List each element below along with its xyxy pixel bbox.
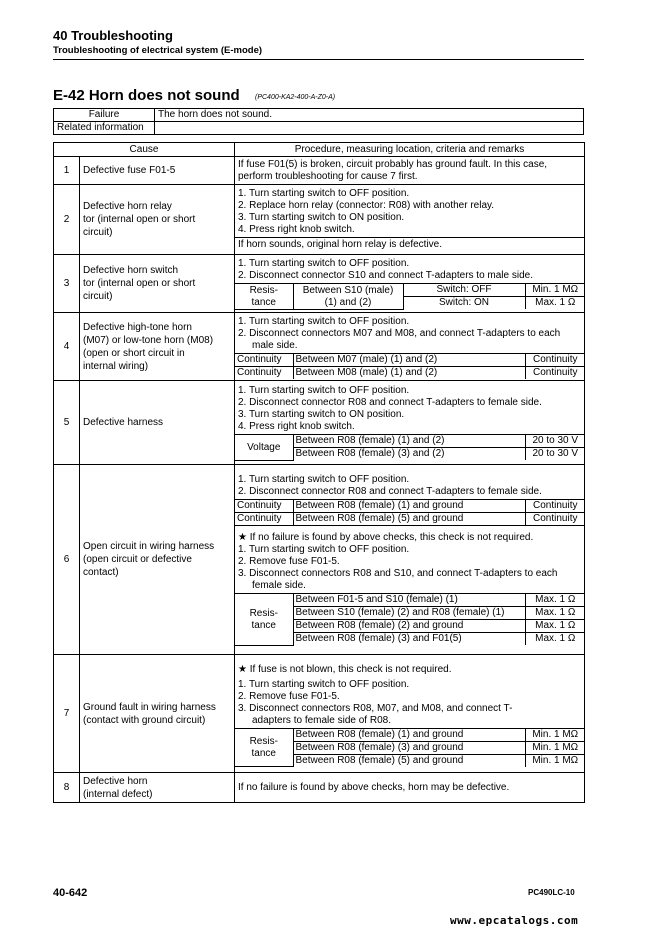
cause-line: circuit) [83, 227, 113, 238]
procedure-text: If no failure is found by above checks, horn may be defective. [238, 781, 510, 793]
procedure-cell [235, 185, 585, 255]
table-row [54, 157, 585, 185]
cause-cell [80, 773, 235, 803]
measure-value: Max. 1 Ω [525, 594, 585, 607]
cause-cell: Defective harness [80, 381, 235, 465]
step: 3. Disconnect connectors R08, M07, and M08, and connect T-adapters to female side of R08. [238, 702, 513, 726]
cause-line: Open circuit in wiring harness [83, 541, 215, 552]
cause-cell [80, 655, 235, 773]
step: 1. Turn starting switch to OFF position. [238, 544, 410, 556]
cause-line: Defective high-tone horn [83, 321, 192, 333]
step: 2. Disconnect connector R08 and connect T-adapters to female side. [238, 486, 542, 498]
table-row [54, 185, 585, 255]
cause-line: Ground fault in wiring harness [83, 701, 216, 713]
step: 1. Turn starting switch to OFF position. [238, 188, 410, 199]
measure-value: Min. 1 MΩ [525, 284, 585, 297]
measure-location: Between R08 (female) (1) and ground [293, 500, 525, 513]
procedure-cell [235, 773, 585, 803]
step: 2. Disconnect connectors M07 and M08, and connect T-adapters to each male side. [238, 327, 561, 351]
measure-value: Min. 1 MΩ [525, 741, 585, 754]
measure-location: Between R08 (female) (5) and ground [293, 513, 525, 526]
table-header-row [54, 143, 585, 157]
measure-location: Between R08 (female) (3) and F01(5) [293, 633, 525, 646]
measurement-table [235, 499, 585, 525]
measure-value: Continuity [525, 366, 585, 379]
measure-value: Continuity [525, 353, 585, 366]
measure-location: Between R08 (female) (2) and ground [293, 620, 525, 633]
table-row [54, 465, 585, 655]
step: 4. Press right knob switch. [238, 224, 355, 235]
step: 1. Turn starting switch to OFF position. [238, 315, 410, 327]
note-text: ★ If fuse is not blown, this check is not required. [238, 663, 452, 675]
cause-cell [80, 255, 235, 313]
measure-location: Between S10 (male) (1) and (2) [293, 284, 403, 310]
cause-line: (open or short circuit in [83, 347, 185, 359]
measure-label: Continuity [235, 366, 293, 379]
measure-value: Continuity [525, 500, 585, 513]
cause-line: Defective horn relay [83, 201, 172, 212]
measure-label: Resis- tance [235, 284, 293, 310]
section-code: (PC400-KA2-400-A-Z0-A) [255, 94, 336, 101]
measure-label: Voltage [235, 435, 293, 461]
failure-text: The horn does not sound. [155, 109, 584, 122]
cause-line: internal wiring) [83, 360, 149, 372]
row-number: 1 [54, 157, 80, 185]
step: 1. Turn starting switch to OFF position. [238, 474, 410, 486]
related-label: Related information [54, 122, 155, 135]
measure-value: Max. 1 Ω [525, 620, 585, 633]
step: 1. Turn starting switch to OFF position. [238, 385, 410, 397]
measure-label: Continuity [235, 353, 293, 366]
measurement-table [235, 593, 585, 646]
cause-line: tor (internal open or short [83, 278, 196, 289]
procedure-cell [235, 313, 585, 381]
cause-line: circuit) [83, 291, 113, 302]
row-number: 6 [54, 465, 80, 655]
troubleshooting-table [53, 142, 585, 803]
chapter-title: 40 Troubleshooting [53, 28, 173, 43]
header-rule [53, 59, 584, 60]
cause-line: (internal defect) [83, 788, 153, 800]
step: 2. Remove fuse F01-5. [238, 690, 340, 702]
step: 3. Turn starting switch to ON position. [238, 212, 405, 223]
table-row [54, 655, 585, 773]
row-number: 5 [54, 381, 80, 465]
table-row [54, 381, 585, 465]
model-number: PC490LC-10 [528, 888, 575, 897]
measure-value: Max. 1 Ω [525, 607, 585, 620]
measure-value: Min. 1 MΩ [525, 754, 585, 767]
measure-label: Continuity [235, 513, 293, 526]
cause-cell [80, 465, 235, 655]
measure-value: Continuity [525, 513, 585, 526]
measure-label: Continuity [235, 500, 293, 513]
row-number: 8 [54, 773, 80, 803]
measure-condition: Switch: OFF [403, 284, 525, 297]
measure-value: 20 to 30 V [525, 448, 585, 461]
procedure-cell [235, 381, 585, 465]
related-text [155, 122, 584, 135]
measure-location: Between M07 (male) (1) and (2) [293, 353, 525, 366]
measure-value: 20 to 30 V [525, 435, 585, 448]
measure-location: Between F01-5 and S10 (female) (1) [293, 594, 525, 607]
row-number: 4 [54, 313, 80, 381]
step: 1. Turn starting switch to OFF position. [238, 258, 410, 270]
cause-line: Defective horn [83, 775, 148, 787]
table-row [54, 773, 585, 803]
measurement-table [235, 353, 585, 379]
measure-condition: Switch: ON [403, 297, 525, 310]
measurement-table [235, 728, 585, 768]
row-number: 7 [54, 655, 80, 773]
note-text: ★ If no failure is found by above checks, this check is not required. [238, 532, 534, 544]
row-number: 3 [54, 255, 80, 313]
measure-location: Between R08 (female) (3) and ground [293, 741, 525, 754]
result-text: If horn sounds, original horn relay is defective. [235, 237, 584, 252]
measure-label: Resis- tance [235, 728, 293, 767]
row-number: 2 [54, 185, 80, 255]
cause-line: tor (internal open or short [83, 214, 196, 225]
chapter-subtitle: Troubleshooting of electrical system (E-mode) [53, 45, 263, 56]
info-table [53, 108, 584, 135]
cause-cell [80, 313, 235, 381]
measure-value: Min. 1 MΩ [525, 728, 585, 741]
measure-location: Between R08 (female) (1) and (2) [293, 435, 525, 448]
measure-label: Resis- tance [235, 594, 293, 646]
step: 4. Press right knob switch. [238, 421, 355, 433]
cause-cell [80, 185, 235, 255]
measure-location: Between R08 (female) (1) and ground [293, 728, 525, 741]
table-row [54, 313, 585, 381]
step: 1. Turn starting switch to OFF position. [238, 678, 410, 690]
procedure-text: perform troubleshooting for cause 7 first. [238, 170, 418, 182]
procedure-text: If fuse F01(5) is broken, circuit probably has ground fault. In this case, [238, 158, 548, 170]
step: 2. Disconnect connector S10 and connect T-adapters to male side. [238, 270, 533, 282]
page-number: 40-642 [53, 887, 88, 899]
measure-value: Max. 1 Ω [525, 297, 585, 310]
procedure-cell [235, 655, 585, 773]
measure-location: Between M08 (male) (1) and (2) [293, 366, 525, 379]
cause-line: Defective horn switch [83, 265, 179, 276]
step: 3. Disconnect connectors R08 and S10, and connect T-adapters to each female side. [238, 568, 558, 592]
procedure-cell [235, 157, 585, 185]
measure-value: Max. 1 Ω [525, 633, 585, 646]
section-title: E-42 Horn does not sound [53, 87, 240, 104]
step: 2. Replace horn relay (connector: R08) with another relay. [238, 200, 495, 211]
measurement-table [235, 434, 585, 461]
cause-cell: Defective fuse F01-5 [80, 157, 235, 185]
measure-location: Between R08 (female) (5) and ground [293, 754, 525, 767]
measure-location: Between S10 (female) (2) and R08 (female) (1) [293, 607, 525, 620]
table-row [54, 255, 585, 313]
watermark-link[interactable]: www.epcatalogs.com [450, 914, 579, 927]
cause-line: (contact with ground circuit) [83, 714, 206, 726]
procedure-header: Procedure, measuring location, criteria and remarks [235, 143, 585, 157]
cause-line: contact) [83, 567, 119, 578]
measurement-table [235, 283, 585, 310]
procedure-cell [235, 255, 585, 313]
step: 2. Disconnect connector R08 and connect T-adapters to female side. [238, 397, 542, 409]
cause-line: (open circuit or defective [83, 554, 192, 565]
step: 2. Remove fuse F01-5. [238, 556, 340, 568]
step: 3. Turn starting switch to ON position. [238, 409, 405, 421]
cause-line: (M07) or low-tone horn (M08) [83, 334, 214, 346]
failure-label: Failure [54, 109, 155, 122]
procedure-cell [235, 465, 585, 655]
cause-header: Cause [54, 143, 235, 157]
measure-location: Between R08 (female) (3) and (2) [293, 448, 525, 461]
